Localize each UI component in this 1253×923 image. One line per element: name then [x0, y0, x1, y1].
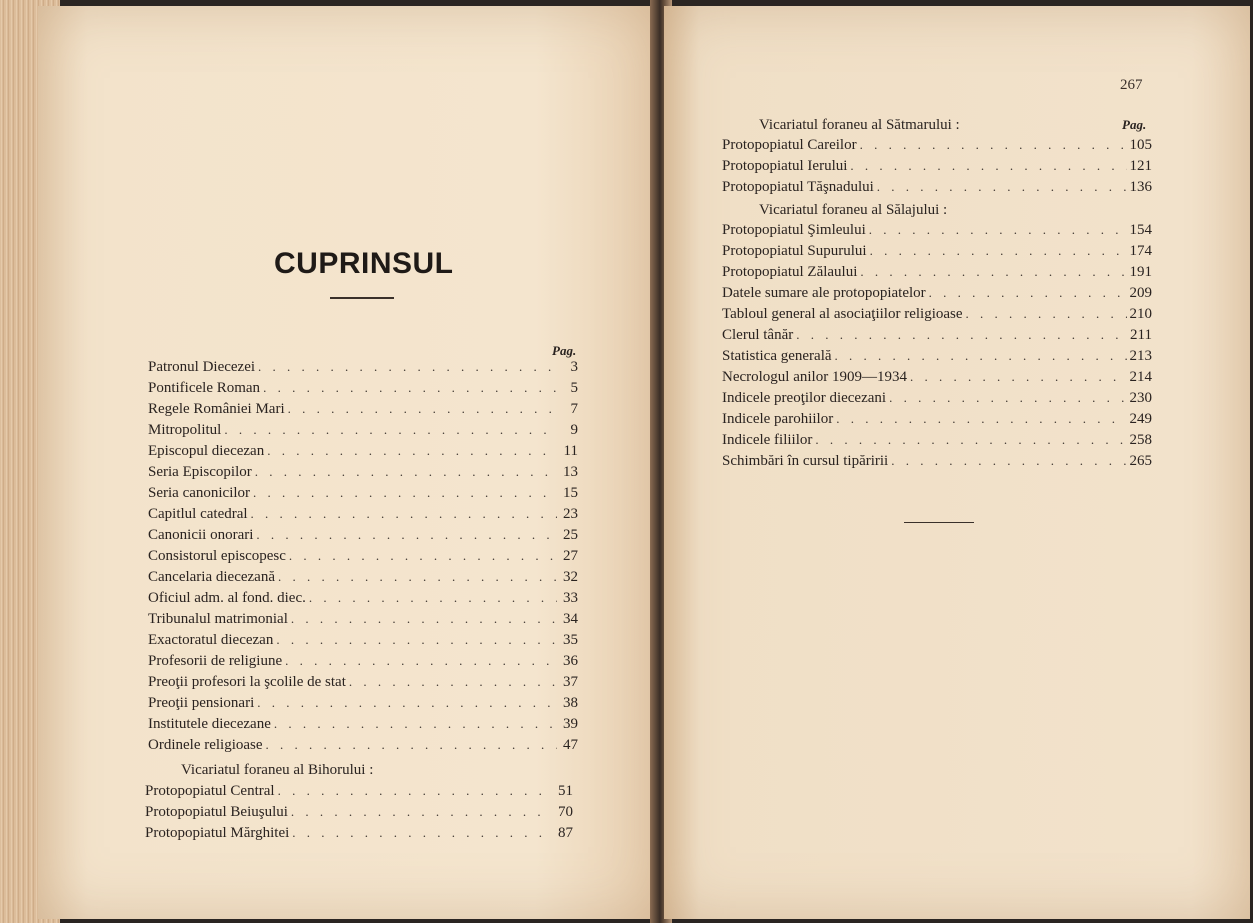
toc-entry-page: 87: [558, 825, 573, 841]
toc-entry-page: 70: [558, 804, 573, 820]
toc-entry: [148, 713, 578, 734]
toc-entry-label: Regele României Mari: [148, 401, 285, 417]
toc-entry: [722, 219, 1152, 240]
toc-entry-label: Institutele diecezane: [148, 716, 271, 732]
dot-leader: [274, 713, 557, 734]
toc-entry-page: 13: [563, 464, 578, 480]
toc-entry: [722, 450, 1152, 471]
toc-entry-page: 121: [1129, 158, 1152, 174]
dot-leader: [278, 780, 552, 801]
section-heading-bihor: Vicariatul foraneu al Bihorului :: [181, 762, 374, 778]
dot-leader: [966, 303, 1127, 324]
toc-entry: [148, 545, 578, 566]
toc-entry-label: Necrologul anilor 1909—1934: [722, 369, 907, 385]
page-number: 267: [1120, 77, 1143, 93]
toc-entry: [145, 780, 573, 801]
toc-entry: [722, 387, 1152, 408]
toc-entry: [722, 261, 1152, 282]
toc-entry-label: Oficiul adm. al fond. diec.: [148, 590, 306, 606]
dot-leader: [910, 366, 1127, 387]
toc-entry-label: Protopopiatul Şimleului: [722, 222, 866, 238]
dot-leader: [869, 219, 1127, 240]
toc-entry-page: 105: [1129, 137, 1152, 153]
toc-entry-page: 47: [563, 737, 578, 753]
toc-entry-label: Protopopiatul Central: [145, 783, 275, 799]
toc-entry: [145, 801, 573, 822]
toc-entry-label: Protopopiatul Careilor: [722, 137, 857, 153]
dot-leader: [815, 429, 1126, 450]
dot-leader: [258, 356, 557, 377]
toc-entry-page: 27: [563, 548, 578, 564]
toc-entry-label: Indicele parohiilor: [722, 411, 834, 427]
toc-entry-label: Canonicii onorari: [148, 527, 254, 543]
toc-entry: [145, 822, 573, 843]
toc-entry-page: 5: [570, 380, 578, 396]
dot-leader: [860, 134, 1127, 155]
toc-entry-label: Profesorii de religiune: [148, 653, 283, 669]
toc-entry: [722, 408, 1152, 429]
dot-leader: [889, 387, 1126, 408]
toc-entry-label: Statistica generală: [722, 348, 832, 364]
toc-entry-label: Preoţii pensionari: [148, 695, 255, 711]
toc-entry-page: 213: [1129, 348, 1152, 364]
toc-entry: [148, 482, 578, 503]
toc-entry: [722, 303, 1152, 324]
toc-entry: [148, 377, 578, 398]
toc-entry-page: 35: [563, 632, 578, 648]
section-heading-satmar: Vicariatul foraneu al Sătmarului :: [759, 117, 960, 133]
dot-leader: [255, 461, 557, 482]
toc-entry-label: Capitlul catedral: [148, 506, 248, 522]
toc-list-satmar: [722, 134, 1152, 197]
toc-entry-label: Datele sumare ale protopopiatelor: [722, 285, 926, 301]
toc-entry-label: Indicele filiilor: [722, 432, 813, 448]
toc-entry-label: Mitropolitul: [148, 422, 222, 438]
dot-leader: [267, 440, 557, 461]
toc-entry: [148, 608, 578, 629]
toc-entry-page: 15: [563, 485, 578, 501]
dot-leader: [224, 419, 557, 440]
dot-leader: [796, 324, 1127, 345]
toc-entry-label: Ordinele religioase: [148, 737, 263, 753]
dot-leader: [266, 734, 557, 755]
toc-entry: [148, 650, 578, 671]
dot-leader: [276, 629, 557, 650]
dot-leader: [288, 398, 557, 419]
toc-entry: [722, 240, 1152, 261]
dot-leader: [870, 240, 1127, 261]
toc-entry-page: 174: [1129, 243, 1152, 259]
toc-entry: [722, 176, 1152, 197]
toc-entry: [722, 366, 1152, 387]
toc-entry-label: Episcopul diecezan: [148, 443, 265, 459]
toc-entry-page: 258: [1129, 432, 1152, 448]
toc-entry-page: 214: [1129, 369, 1152, 385]
toc-entry-page: 37: [563, 674, 578, 690]
dot-leader: [289, 545, 557, 566]
dot-leader: [877, 176, 1127, 197]
toc-entry: [148, 356, 578, 377]
dot-leader: [256, 524, 557, 545]
toc-entry-page: 265: [1129, 453, 1152, 469]
toc-entry-label: Clerul tânăr: [722, 327, 794, 343]
dot-leader: [850, 155, 1126, 176]
toc-entry-label: Seria canonicilor: [148, 485, 251, 501]
toc-entry-label: Protopopiatul Mărghitei: [145, 825, 290, 841]
dot-leader: [929, 282, 1127, 303]
toc-entry-label: Seria Episcopilor: [148, 464, 252, 480]
dot-leader: [263, 377, 557, 398]
toc-entry-label: Protopopiatul Beiuşului: [145, 804, 288, 820]
toc-entry: [722, 324, 1152, 345]
toc-entry: [148, 671, 578, 692]
toc-entry-page: 7: [570, 401, 578, 417]
pag-column-label-left: Pag.: [552, 343, 577, 358]
toc-entry-page: 210: [1129, 306, 1152, 322]
toc-entry-page: 11: [563, 443, 578, 459]
toc-entry-label: Protopopiatul Zălaului: [722, 264, 858, 280]
dot-leader: [835, 345, 1127, 366]
dot-leader: [309, 587, 557, 608]
toc-list-bihor: [145, 780, 573, 843]
toc-entry: [148, 629, 578, 650]
toc-entry: [722, 345, 1152, 366]
dot-leader: [349, 671, 557, 692]
title-rule: [330, 297, 394, 299]
toc-entry-label: Tribunalul matrimonial: [148, 611, 288, 627]
page-title: CUPRINSUL: [274, 247, 454, 280]
toc-entry-label: Tabloul general al asociaţiilor religioase: [722, 306, 963, 322]
toc-entry-page: 9: [570, 422, 578, 438]
toc-list-salaj: [722, 219, 1152, 471]
toc-entry-page: 136: [1129, 179, 1152, 195]
toc-entry-page: 39: [563, 716, 578, 732]
toc-entry: [148, 419, 578, 440]
toc-entry-page: 36: [563, 653, 578, 669]
dot-leader: [291, 608, 557, 629]
toc-entry-page: 38: [563, 695, 578, 711]
toc-entry-page: 34: [563, 611, 578, 627]
dot-leader: [278, 566, 557, 587]
toc-entry-page: 51: [558, 783, 573, 799]
dot-leader: [285, 650, 557, 671]
dot-leader: [257, 692, 557, 713]
toc-entry-page: 3: [570, 359, 578, 375]
toc-entry: [148, 734, 578, 755]
toc-entry-label: Protopopiatul Supurului: [722, 243, 867, 259]
end-rule: [904, 522, 974, 523]
toc-entry-page: 23: [563, 506, 578, 522]
toc-entry-label: Consistorul episcopesc: [148, 548, 286, 564]
toc-entry-page: 154: [1129, 222, 1152, 238]
toc-entry: [722, 429, 1152, 450]
toc-entry-page: 209: [1129, 285, 1152, 301]
dot-leader: [891, 450, 1126, 471]
dot-leader: [292, 822, 552, 843]
toc-entry-label: Pontificele Roman: [148, 380, 261, 396]
toc-entry: [148, 503, 578, 524]
toc-entry-page: 191: [1129, 264, 1152, 280]
toc-entry-label: Preoţii profesori la şcolile de stat: [148, 674, 346, 690]
toc-entry-label: Schimbări în cursul tipăririi: [722, 453, 889, 469]
section-heading-salaj: Vicariatul foraneu al Sălajului :: [759, 202, 948, 218]
dot-leader: [253, 482, 557, 503]
dot-leader: [251, 503, 557, 524]
toc-entry-page: 33: [563, 590, 578, 606]
dot-leader: [860, 261, 1126, 282]
toc-entry-label: Protopopiatul Tăşnadului: [722, 179, 874, 195]
toc-entry-label: Cancelaria diecezană: [148, 569, 275, 585]
toc-entry: [148, 692, 578, 713]
toc-entry: [148, 461, 578, 482]
toc-entry: [148, 587, 578, 608]
toc-entry-page: 32: [563, 569, 578, 585]
toc-entry-label: Protopopiatul Ierului: [722, 158, 848, 174]
toc-entry-page: 211: [1130, 327, 1152, 343]
dot-leader: [291, 801, 552, 822]
toc-entry: [722, 155, 1152, 176]
pag-column-label-right: Pag.: [1122, 117, 1147, 132]
toc-entry-page: 230: [1129, 390, 1152, 406]
toc-entry-page: 249: [1129, 411, 1152, 427]
dot-leader: [836, 408, 1126, 429]
toc-entry: [148, 398, 578, 419]
toc-list-left: [148, 356, 578, 755]
toc-entry-page: 25: [563, 527, 578, 543]
toc-entry: [148, 566, 578, 587]
toc-entry-label: Exactoratul diecezan: [148, 632, 274, 648]
toc-entry-label: Patronul Diecezei: [148, 359, 256, 375]
toc-entry: [148, 524, 578, 545]
toc-entry: [722, 282, 1152, 303]
toc-entry-label: Indicele preoţilor diecezani: [722, 390, 887, 406]
toc-entry: [148, 440, 578, 461]
toc-entry: [722, 134, 1152, 155]
